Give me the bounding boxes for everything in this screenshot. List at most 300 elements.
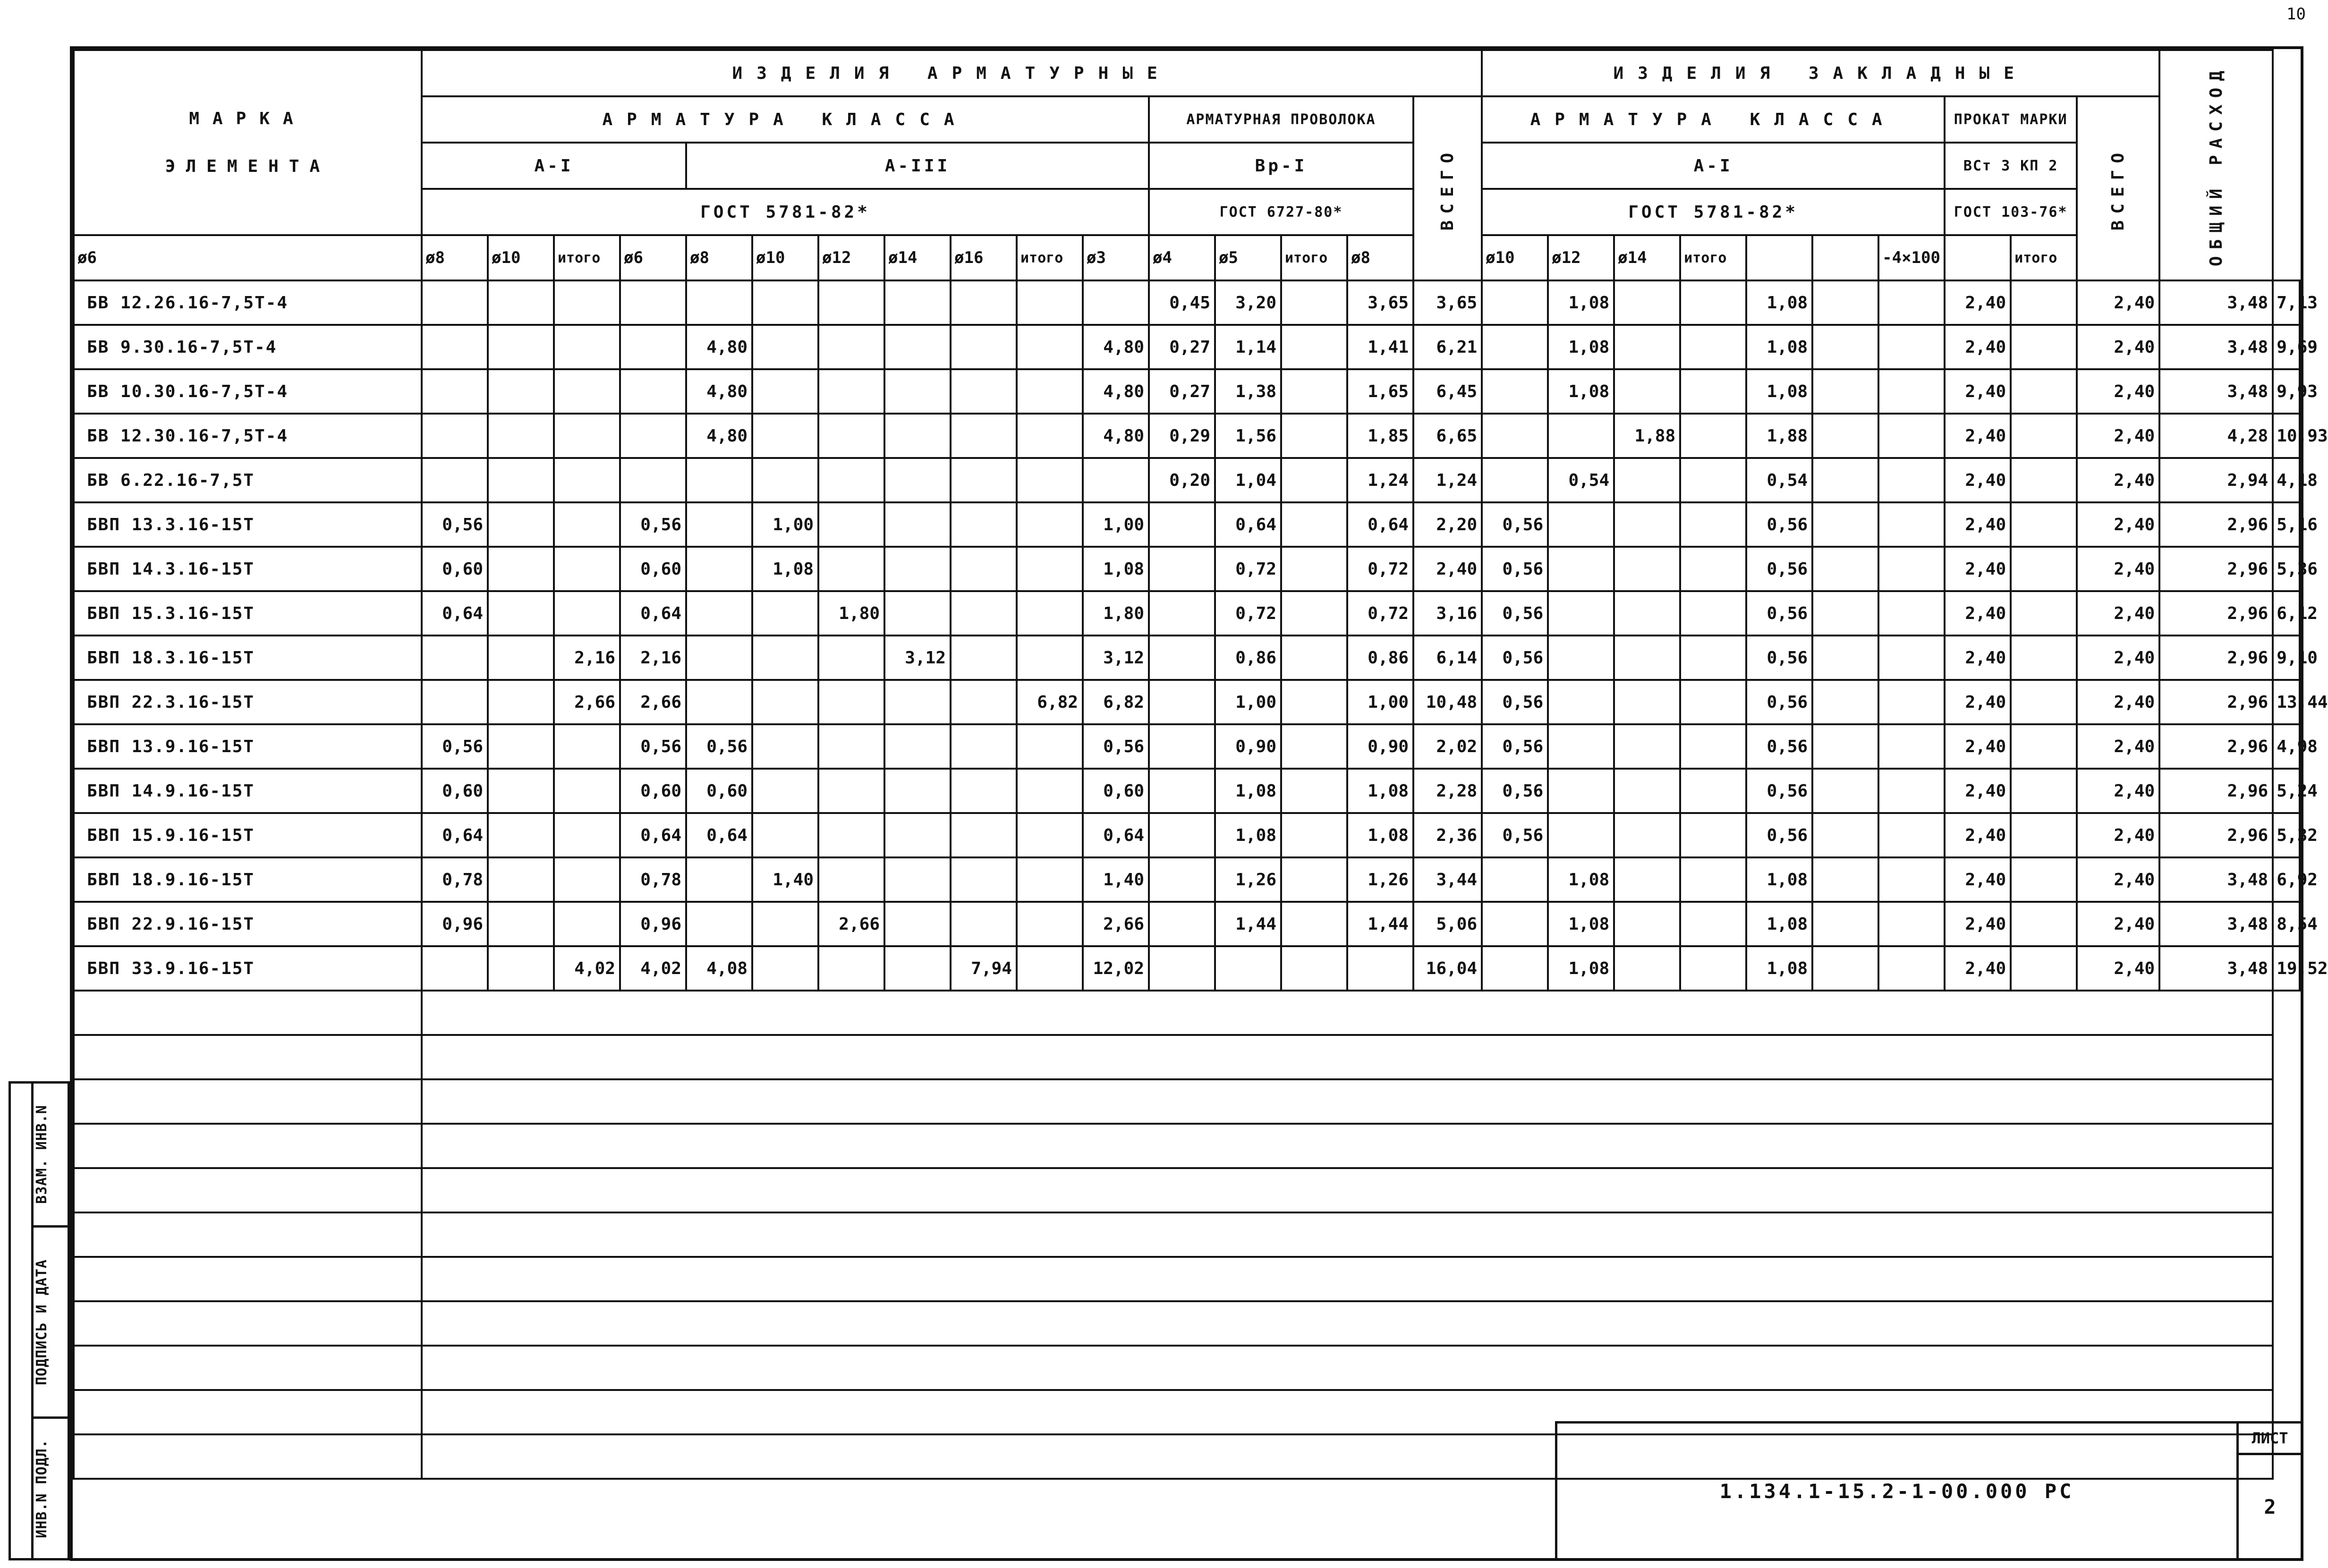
value-cell: 1,44	[1215, 902, 1281, 946]
value-cell: 0,27	[1149, 325, 1215, 369]
diameter-header: ø5	[1215, 235, 1281, 280]
value-cell	[488, 680, 554, 724]
value-cell: 1,08	[1548, 369, 1614, 414]
value-cell	[1017, 857, 1083, 902]
value-cell: 1,41	[1347, 325, 1413, 369]
value-cell: 4,80	[686, 414, 752, 458]
value-cell	[951, 769, 1017, 813]
value-cell: 3,48	[2159, 946, 2273, 991]
value-cell	[686, 636, 752, 680]
value-cell	[1614, 547, 1680, 591]
value-cell	[1614, 369, 1680, 414]
diameter-header	[1945, 235, 2011, 280]
value-cell	[818, 458, 884, 502]
value-cell: 2,40	[1945, 458, 2011, 502]
value-cell	[1281, 724, 1347, 769]
value-cell	[422, 369, 488, 414]
value-cell	[1548, 636, 1614, 680]
value-cell: 0,64	[620, 813, 686, 857]
value-cell: 0,64	[1347, 502, 1413, 547]
value-cell: 2,66	[620, 680, 686, 724]
value-cell: 0,56	[1482, 502, 1548, 547]
value-cell: 0,27	[1149, 369, 1215, 414]
empty-mark-cell	[74, 1301, 422, 1346]
value-cell	[422, 946, 488, 991]
value-cell: 3,48	[2159, 280, 2273, 325]
value-cell	[488, 813, 554, 857]
value-cell: 0,72	[1215, 547, 1281, 591]
value-cell: 12,02	[1083, 946, 1149, 991]
value-cell	[488, 502, 554, 547]
value-cell	[2011, 458, 2077, 502]
value-cell: 4,80	[1083, 325, 1149, 369]
value-cell: 0,72	[1347, 547, 1413, 591]
value-cell	[1680, 325, 1746, 369]
value-cell	[1149, 813, 1215, 857]
value-cell: 1,08	[1746, 857, 1812, 902]
diameter-header: ø12	[818, 235, 884, 280]
value-cell: 0,90	[1347, 724, 1413, 769]
value-cell	[1149, 502, 1215, 547]
value-cell: 0,56	[1746, 547, 1812, 591]
value-cell	[1548, 813, 1614, 857]
value-cell	[1614, 902, 1680, 946]
value-cell: 2,40	[2077, 857, 2159, 902]
value-cell: 1,08	[1548, 857, 1614, 902]
value-cell: 1,08	[1746, 369, 1812, 414]
value-cell	[488, 636, 554, 680]
value-cell	[818, 547, 884, 591]
value-cell	[752, 414, 818, 458]
value-cell	[752, 813, 818, 857]
empty-value-cell	[422, 1079, 2273, 1124]
value-cell	[554, 414, 620, 458]
diameter-header: ø12	[1548, 235, 1614, 280]
value-cell	[1017, 547, 1083, 591]
value-cell	[1281, 414, 1347, 458]
value-cell	[554, 502, 620, 547]
value-cell: 2,94	[2159, 458, 2273, 502]
value-cell: 0,56	[620, 502, 686, 547]
value-cell	[554, 369, 620, 414]
value-cell	[1812, 325, 1878, 369]
empty-row	[74, 1079, 2300, 1124]
value-cell: 6,65	[1413, 414, 1482, 458]
value-cell	[1878, 724, 1945, 769]
value-cell	[1680, 502, 1746, 547]
value-cell	[1281, 547, 1347, 591]
value-cell	[1281, 280, 1347, 325]
value-cell	[2011, 636, 2077, 680]
value-cell	[884, 591, 951, 636]
value-cell	[1812, 769, 1878, 813]
value-cell: 2,40	[2077, 280, 2159, 325]
empty-mark-cell	[74, 1168, 422, 1212]
value-cell: 2,40	[1945, 502, 2011, 547]
value-cell	[1614, 946, 1680, 991]
value-cell	[884, 946, 951, 991]
value-cell: 2,40	[1945, 680, 2011, 724]
gost-6727-label: ГОСТ 6727-80*	[1149, 189, 1413, 235]
side-label-inv-original: ИНВ.N ПОДЛ.	[33, 1439, 50, 1538]
value-cell	[1614, 680, 1680, 724]
value-cell: 0,90	[1215, 724, 1281, 769]
total-consumption-cell: 4,18	[2273, 458, 2300, 502]
total-consumption-cell: 19,52	[2273, 946, 2300, 991]
value-cell	[620, 280, 686, 325]
value-cell	[1812, 502, 1878, 547]
value-cell	[1482, 369, 1548, 414]
value-cell	[422, 414, 488, 458]
value-cell: 6,82	[1017, 680, 1083, 724]
value-cell: 2,40	[1945, 724, 2011, 769]
value-cell	[1281, 369, 1347, 414]
value-cell	[488, 902, 554, 946]
value-cell	[1614, 458, 1680, 502]
value-cell	[1680, 369, 1746, 414]
value-cell: 0,56	[1746, 591, 1812, 636]
value-cell: 0,56	[1482, 636, 1548, 680]
value-cell: 1,00	[1215, 680, 1281, 724]
data-rows	[74, 280, 2328, 991]
value-cell: 1,26	[1347, 857, 1413, 902]
value-cell: 3,65	[1347, 280, 1413, 325]
value-cell	[1878, 857, 1945, 902]
value-cell	[1614, 769, 1680, 813]
value-cell	[1812, 857, 1878, 902]
diameter-header: ø8	[422, 235, 488, 280]
value-cell: 0,56	[1746, 502, 1812, 547]
class-a3-label: А-III	[686, 143, 1149, 189]
value-cell: 0,72	[1347, 591, 1413, 636]
value-cell: 0,56	[1482, 680, 1548, 724]
table-row	[74, 680, 2300, 724]
total-consumption-header: ОБЩИЙ РАСХОД	[2159, 50, 2273, 280]
value-cell	[1149, 857, 1215, 902]
value-cell: 0,60	[620, 769, 686, 813]
value-cell: 1,08	[1347, 769, 1413, 813]
value-cell: 1,65	[1347, 369, 1413, 414]
value-cell: 2,40	[2077, 724, 2159, 769]
value-cell: 4,08	[686, 946, 752, 991]
empty-value-cell	[422, 1168, 2273, 1212]
title-block	[1555, 1421, 2303, 1561]
value-cell	[818, 946, 884, 991]
value-cell	[752, 724, 818, 769]
value-cell: 2,96	[2159, 591, 2273, 636]
value-cell	[884, 680, 951, 724]
value-cell	[2011, 502, 2077, 547]
value-cell	[488, 458, 554, 502]
value-cell: 3,12	[884, 636, 951, 680]
value-cell: 0,64	[620, 591, 686, 636]
value-cell	[951, 325, 1017, 369]
empty-value-cell	[422, 1257, 2273, 1301]
embedded-gost-5781-label: ГОСТ 5781-82*	[1482, 189, 1945, 235]
value-cell: 0,60	[620, 547, 686, 591]
value-cell	[884, 857, 951, 902]
value-cell	[884, 458, 951, 502]
value-cell	[1083, 458, 1149, 502]
value-cell: 2,96	[2159, 680, 2273, 724]
value-cell: 1,04	[1215, 458, 1281, 502]
diameter-header: итого	[1680, 235, 1746, 280]
diameter-header: ø6	[620, 235, 686, 280]
value-cell: 2,20	[1413, 502, 1482, 547]
value-cell	[1812, 414, 1878, 458]
value-cell	[884, 547, 951, 591]
value-cell	[1878, 502, 1945, 547]
value-cell	[2011, 325, 2077, 369]
diameter-header-row	[74, 235, 2300, 280]
empty-mark-cell	[74, 1079, 422, 1124]
value-cell: 0,72	[1215, 591, 1281, 636]
value-cell	[818, 813, 884, 857]
value-cell: 1,08	[752, 547, 818, 591]
value-cell	[620, 458, 686, 502]
embedded-total-header: ВСЕГО	[2077, 96, 2159, 280]
value-cell	[1017, 458, 1083, 502]
value-cell	[752, 458, 818, 502]
diameter-header	[1812, 235, 1878, 280]
value-cell: 1,88	[1614, 414, 1680, 458]
value-cell	[686, 547, 752, 591]
value-cell	[422, 280, 488, 325]
sheet-number: 2	[2238, 1454, 2303, 1560]
value-cell	[2011, 280, 2077, 325]
element-label: ЭЛЕМЕНТА	[165, 157, 331, 176]
value-cell	[1812, 946, 1878, 991]
value-cell	[554, 813, 620, 857]
value-cell: 0,64	[422, 591, 488, 636]
value-cell: 0,60	[422, 547, 488, 591]
value-cell: 2,40	[1413, 547, 1482, 591]
value-cell	[1614, 813, 1680, 857]
value-cell	[1812, 591, 1878, 636]
value-cell: 3,48	[2159, 325, 2273, 369]
table-row	[74, 724, 2300, 769]
element-mark: БВП 14.9.16-15Т	[74, 769, 422, 813]
value-cell	[1614, 724, 1680, 769]
value-cell	[1680, 636, 1746, 680]
element-mark: БВ 9.30.16-7,5Т-4	[74, 325, 422, 369]
value-cell	[951, 680, 1017, 724]
value-cell: 1,26	[1215, 857, 1281, 902]
value-cell: 1,00	[752, 502, 818, 547]
value-cell	[1878, 769, 1945, 813]
armature-total-header: ВСЕГО	[1413, 96, 1482, 280]
column-mark-header	[74, 50, 422, 235]
empty-rows	[74, 991, 2300, 1479]
class-a1-label: А-I	[422, 143, 686, 189]
value-cell	[488, 769, 554, 813]
value-cell	[488, 591, 554, 636]
value-cell	[752, 680, 818, 724]
value-cell	[1878, 946, 1945, 991]
value-cell: 1,08	[1746, 280, 1812, 325]
value-cell	[1680, 547, 1746, 591]
value-cell	[1017, 769, 1083, 813]
armature-products-header: ИЗДЕЛИЯ АРМАТУРНЫЕ	[422, 50, 1482, 96]
value-cell: 0,56	[686, 724, 752, 769]
value-cell	[752, 946, 818, 991]
value-cell: 2,66	[1083, 902, 1149, 946]
value-cell	[1548, 547, 1614, 591]
value-cell: 2,40	[2077, 946, 2159, 991]
value-cell	[422, 458, 488, 502]
value-cell	[1548, 724, 1614, 769]
value-cell	[686, 680, 752, 724]
element-mark: БВП 14.3.16-15Т	[74, 547, 422, 591]
diameter-header: итого	[1281, 235, 1347, 280]
diameter-header: ø14	[1614, 235, 1680, 280]
document-code: 1.134.1-15.2-1-00.000 РС	[1556, 1423, 2238, 1560]
value-cell: 1,08	[1083, 547, 1149, 591]
page-number: 10	[2286, 5, 2306, 24]
value-cell	[1680, 280, 1746, 325]
value-cell	[1482, 458, 1548, 502]
value-cell	[951, 902, 1017, 946]
value-cell	[1812, 369, 1878, 414]
side-approval-strip	[8, 1081, 70, 1560]
value-cell: 6,45	[1413, 369, 1482, 414]
value-cell: 2,40	[1945, 636, 2011, 680]
value-cell	[1878, 591, 1945, 636]
value-cell: 0,56	[1746, 769, 1812, 813]
value-cell	[1680, 458, 1746, 502]
value-cell	[1281, 458, 1347, 502]
gost-5781-label: ГОСТ 5781-82*	[422, 189, 1149, 235]
value-cell: 1,56	[1215, 414, 1281, 458]
value-cell	[752, 769, 818, 813]
value-cell: 6,82	[1083, 680, 1149, 724]
value-cell	[1149, 769, 1215, 813]
value-cell	[1017, 591, 1083, 636]
value-cell	[884, 813, 951, 857]
value-cell	[818, 769, 884, 813]
value-cell: 4,80	[1083, 369, 1149, 414]
element-mark: БВП 18.9.16-15Т	[74, 857, 422, 902]
empty-value-cell	[422, 1212, 2273, 1257]
value-cell	[2011, 902, 2077, 946]
diameter-header: ø8	[1347, 235, 1413, 280]
value-cell: 4,02	[554, 946, 620, 991]
element-mark: БВП 13.3.16-15Т	[74, 502, 422, 547]
table-row	[74, 857, 2300, 902]
value-cell	[1614, 591, 1680, 636]
table-row	[74, 502, 2300, 547]
value-cell: 2,36	[1413, 813, 1482, 857]
value-cell: 2,40	[2077, 813, 2159, 857]
value-cell: 0,86	[1215, 636, 1281, 680]
value-cell	[1680, 946, 1746, 991]
total-consumption-cell: 13,44	[2273, 680, 2300, 724]
value-cell	[752, 280, 818, 325]
value-cell	[951, 636, 1017, 680]
total-consumption-cell: 6,12	[2273, 591, 2300, 636]
value-cell: 10,48	[1413, 680, 1482, 724]
value-cell	[1149, 547, 1215, 591]
value-cell	[1878, 325, 1945, 369]
value-cell: 1,24	[1413, 458, 1482, 502]
value-cell	[752, 369, 818, 414]
value-cell: 1,80	[818, 591, 884, 636]
value-cell	[1548, 769, 1614, 813]
value-cell	[818, 857, 884, 902]
value-cell: 1,24	[1347, 458, 1413, 502]
value-cell: 1,08	[1215, 813, 1281, 857]
value-cell	[488, 724, 554, 769]
embedded-products-header: ИЗДЕЛИЯ ЗАКЛАДНЫЕ	[1482, 50, 2159, 96]
value-cell	[1017, 636, 1083, 680]
diameter-header: итого	[2011, 235, 2077, 280]
value-cell	[1017, 325, 1083, 369]
total-consumption-cell: 4,98	[2273, 724, 2300, 769]
value-cell: 2,66	[818, 902, 884, 946]
value-cell: 1,85	[1347, 414, 1413, 458]
value-cell: 0,86	[1347, 636, 1413, 680]
value-cell	[554, 902, 620, 946]
value-cell: 1,80	[1083, 591, 1149, 636]
value-cell: 1,38	[1215, 369, 1281, 414]
value-cell	[1017, 902, 1083, 946]
value-cell	[1548, 591, 1614, 636]
table-row	[74, 769, 2300, 813]
empty-row	[74, 1346, 2300, 1390]
empty-row	[74, 1124, 2300, 1168]
total-consumption-cell: 10,93	[2273, 414, 2300, 458]
value-cell	[1878, 636, 1945, 680]
value-cell: 2,40	[1945, 547, 2011, 591]
diameter-header: ø8	[686, 235, 752, 280]
value-cell	[1878, 813, 1945, 857]
value-cell: 0,56	[422, 724, 488, 769]
diameter-header: ø10	[1482, 235, 1548, 280]
value-cell: 2,40	[1945, 414, 2011, 458]
value-cell	[1281, 591, 1347, 636]
value-cell: 2,40	[1945, 280, 2011, 325]
value-cell: 7,94	[951, 946, 1017, 991]
value-cell	[951, 458, 1017, 502]
value-cell	[1149, 724, 1215, 769]
value-cell	[752, 325, 818, 369]
value-cell: 2,40	[2077, 414, 2159, 458]
total-consumption-cell: 9,93	[2273, 369, 2300, 414]
value-cell: 2,40	[1945, 325, 2011, 369]
value-cell: 1,08	[1746, 946, 1812, 991]
value-cell	[554, 857, 620, 902]
value-cell: 2,40	[2077, 458, 2159, 502]
value-cell: 4,28	[2159, 414, 2273, 458]
value-cell: 2,16	[620, 636, 686, 680]
value-cell: 2,40	[2077, 680, 2159, 724]
rolled-metal-header: ПРОКАТ МАРКИ	[1945, 96, 2077, 143]
value-cell	[1017, 724, 1083, 769]
value-cell: 0,56	[1482, 591, 1548, 636]
value-cell	[884, 325, 951, 369]
empty-mark-cell	[74, 1212, 422, 1257]
value-cell	[818, 502, 884, 547]
value-cell	[1149, 946, 1215, 991]
table-row	[74, 369, 2300, 414]
total-consumption-cell: 9,10	[2273, 636, 2300, 680]
value-cell	[554, 280, 620, 325]
value-cell	[422, 325, 488, 369]
value-cell	[422, 680, 488, 724]
value-cell	[686, 502, 752, 547]
value-cell	[620, 414, 686, 458]
value-cell	[2011, 369, 2077, 414]
